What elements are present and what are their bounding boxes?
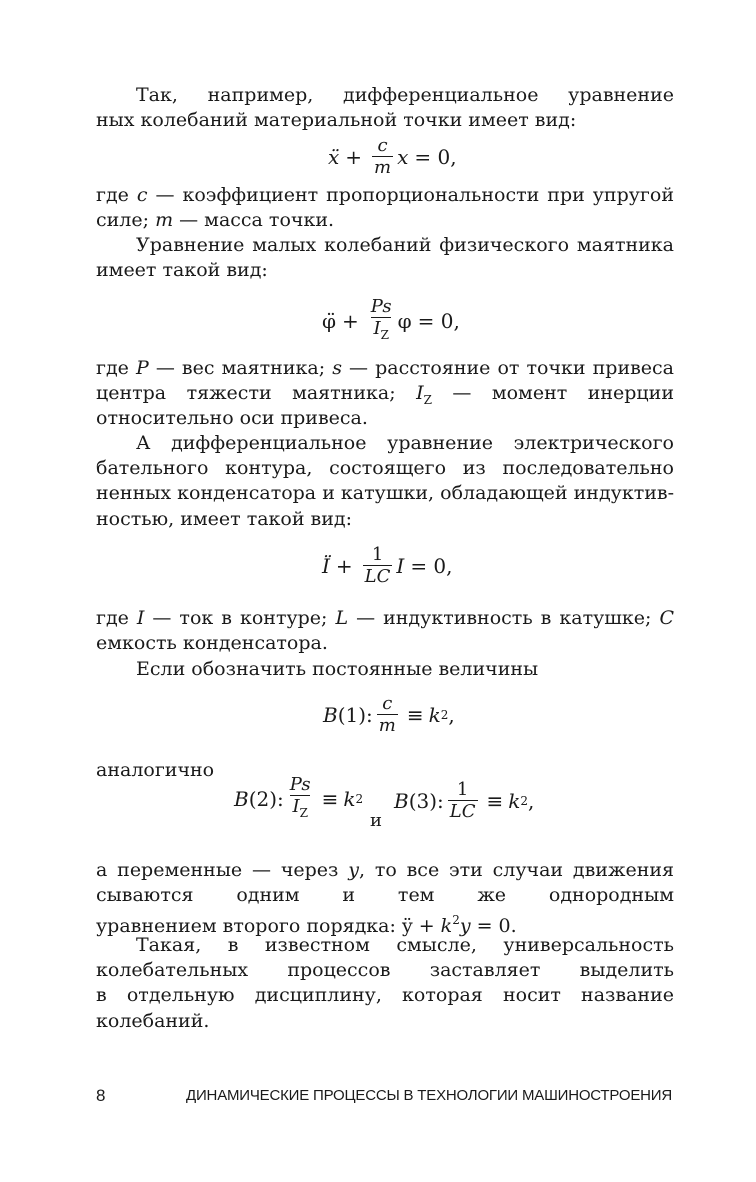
eq-rhs: = 0, xyxy=(410,554,453,578)
eq-term: ẍ xyxy=(328,145,340,169)
fraction-denominator: LC xyxy=(364,566,391,587)
text-line: где c — коэффициент пропорциональности при упругой xyxy=(96,184,674,206)
equation-pendulum xyxy=(322,297,460,345)
text-line: Уравнение малых колебаний физического маятника xyxy=(136,234,674,256)
running-title: ДИНАМИЧЕСКИЕ ПРОЦЕССЫ В ТЕХНОЛОГИИ МАШИНОСТРОЕНИЯ xyxy=(186,1087,672,1104)
conjunction-and: и xyxy=(370,810,382,831)
equation-b2 xyxy=(234,775,363,823)
fraction xyxy=(363,545,393,587)
eq-operator: ≡ xyxy=(486,789,504,813)
fraction xyxy=(372,136,393,178)
paragraph-pendulum xyxy=(96,233,674,283)
paragraph-circuit xyxy=(96,431,674,532)
eq-operator: + xyxy=(345,145,363,169)
paragraph-similarly xyxy=(96,758,674,783)
text-line: емкость конденсатора. xyxy=(96,632,328,655)
page-number: 8 xyxy=(96,1086,106,1105)
eq-operator: ≡ xyxy=(406,703,424,727)
text-line: аналогично xyxy=(96,759,215,781)
equation-b1 xyxy=(323,694,455,736)
text-line: сываются одним и тем же однородным xyxy=(96,884,674,907)
fraction xyxy=(448,780,478,822)
fraction-numerator: Ps xyxy=(289,774,311,795)
text-line: Такая, в известном смысле, универсальность xyxy=(136,934,674,956)
fraction-denominator: LC xyxy=(449,801,476,822)
fraction-numerator: 1 xyxy=(371,544,384,565)
paragraph-variables xyxy=(96,858,674,938)
equation-b3 xyxy=(394,780,534,822)
text-line: имеет такой вид: xyxy=(96,259,268,282)
fraction xyxy=(369,297,394,345)
fraction xyxy=(377,694,398,736)
equation-free-oscillation xyxy=(328,136,457,178)
text-line: уравнением второго порядка: ÿ + $k^2y = 0$. xyxy=(96,913,517,938)
paragraph-where-i-l-c xyxy=(96,606,674,656)
paragraph-universality xyxy=(96,933,674,1034)
eq-arg: (2): xyxy=(248,787,284,811)
paragraph-where-c-m xyxy=(96,183,674,233)
eq-exponent: 2 xyxy=(355,792,364,806)
text-line: центра тяжести маятника; $I_Z$ — момент инерции xyxy=(96,382,674,407)
eq-operator: + xyxy=(342,309,359,333)
fraction-denominator: m xyxy=(374,157,392,178)
eq-operator: + xyxy=(335,554,353,578)
fraction-numerator: Ps xyxy=(370,296,392,317)
eq-term: I xyxy=(396,554,405,578)
text-line: где I — ток в контуре; L — индуктивность в катушке; C xyxy=(96,607,674,629)
eq-term: φ̈ xyxy=(322,309,337,333)
eq-term: φ xyxy=(397,309,412,333)
text-line: колебаний. xyxy=(96,1009,210,1032)
text-line: ных колебаний материальной точки имеет вид: xyxy=(96,109,577,132)
eq-term: B xyxy=(234,787,249,811)
fraction-denominator: $I_Z$ xyxy=(371,317,390,345)
equation-circuit xyxy=(322,545,453,587)
eq-rhs: , xyxy=(528,789,535,813)
paragraph-constants xyxy=(96,657,674,682)
fraction-numerator: c xyxy=(382,693,393,714)
text-line: в отдельную дисциплину, которая носит название xyxy=(96,984,674,1007)
eq-rhs: = 0, xyxy=(414,145,457,169)
eq-term: k xyxy=(508,789,521,813)
text-line: ненных конденсатора и катушки, обладающей индуктив- xyxy=(96,482,674,505)
text-line: Так, например, дифференциальное уравнение xyxy=(136,84,674,106)
eq-term: B xyxy=(323,703,338,727)
eq-arg: (1): xyxy=(337,703,373,727)
text-line: Если обозначить постоянные величины xyxy=(136,658,539,680)
text-line: колебательных процессов заставляет выделить xyxy=(96,959,674,982)
eq-term: B xyxy=(394,789,409,813)
text-line: силе; m — масса точки. xyxy=(96,209,335,232)
text-line: где P — вес маятника; s — расстояние от точки привеса xyxy=(96,357,674,379)
fraction-denominator: m xyxy=(378,715,396,736)
eq-term: x xyxy=(397,145,409,169)
eq-term: Ï xyxy=(322,554,330,578)
text-line: А дифференциальное уравнение электрического xyxy=(136,432,674,454)
fraction-denominator: $I_Z$ xyxy=(290,795,309,823)
text-line: а переменные — через y, то все эти случаи движения xyxy=(96,859,674,881)
eq-exponent: 2 xyxy=(440,708,449,722)
text-line: ностью, имеет такой вид: xyxy=(96,507,353,530)
fraction-numerator: c xyxy=(377,135,388,156)
paragraph-intro xyxy=(96,83,674,133)
eq-rhs: , xyxy=(448,703,455,727)
text-line: бательного контура, состоящего из последовательно xyxy=(96,457,674,480)
eq-arg: (3): xyxy=(408,789,444,813)
eq-rhs: = 0, xyxy=(417,309,460,333)
fraction xyxy=(288,775,313,823)
fraction-numerator: 1 xyxy=(456,779,469,800)
eq-term: k xyxy=(428,703,441,727)
eq-exponent: 2 xyxy=(520,794,529,808)
text-line: относительно оси привеса. xyxy=(96,407,368,430)
eq-term: k xyxy=(343,787,356,811)
paragraph-where-p-s xyxy=(96,356,674,432)
eq-operator: ≡ xyxy=(321,787,339,811)
